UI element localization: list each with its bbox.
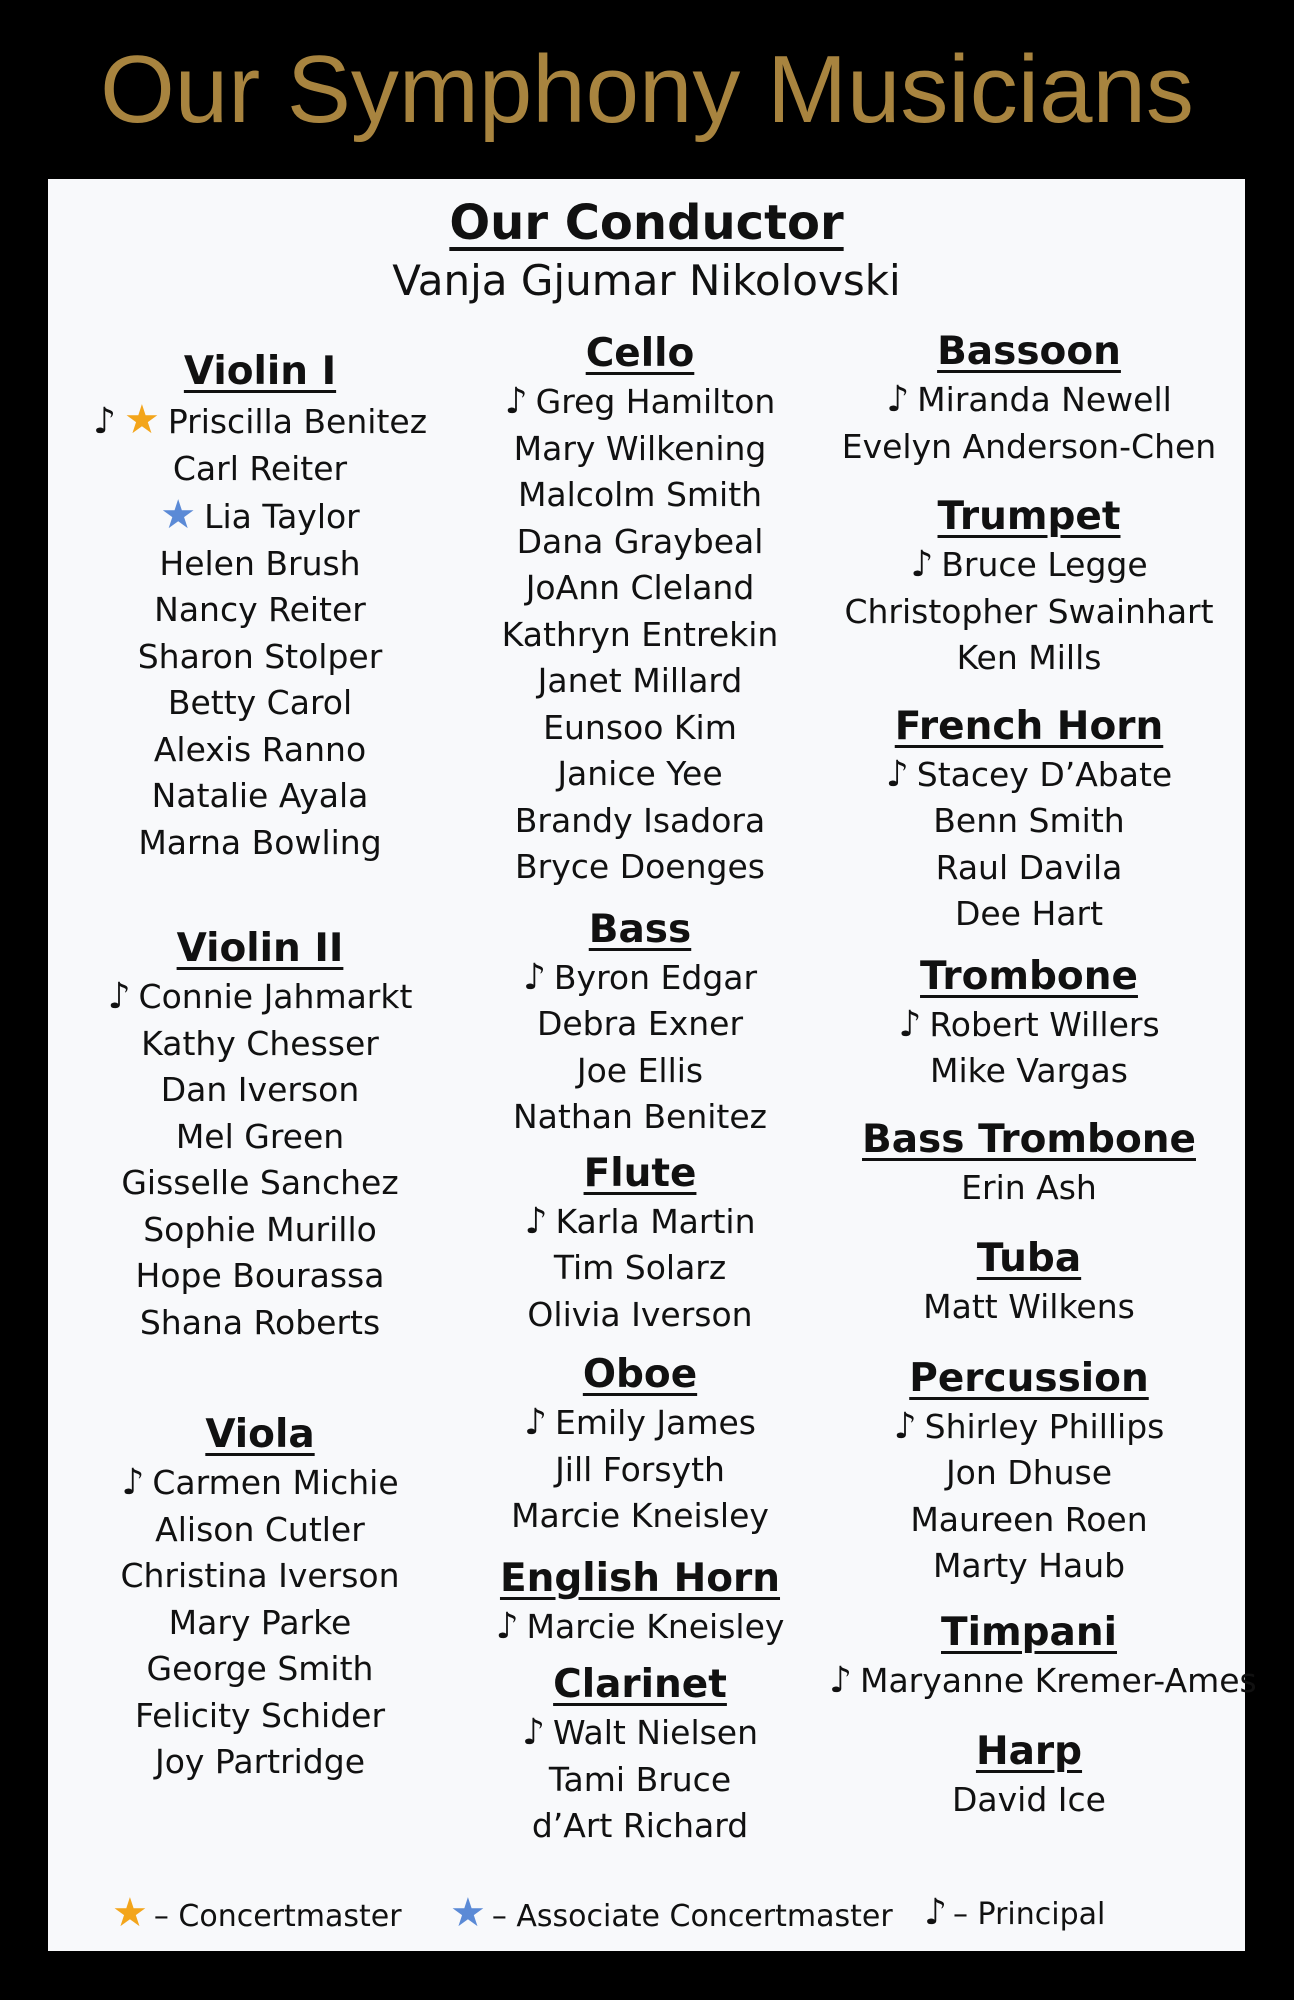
member: ♪ Byron Edgar xyxy=(450,955,830,1002)
legend-concertmaster xyxy=(112,1890,402,1937)
member: Kathy Chesser xyxy=(141,1023,379,1063)
member: Marna Bowling xyxy=(138,822,382,862)
principal-icon: ♪ xyxy=(893,1405,917,1447)
member: Kathryn Entrekin xyxy=(501,614,779,654)
section-trombone xyxy=(829,952,1229,1095)
associate-concertmaster-star-icon: ★ xyxy=(450,1890,486,1936)
member: Ken Mills xyxy=(956,638,1102,677)
section-violin-1 xyxy=(70,347,450,866)
member: Janice Yee xyxy=(557,754,723,793)
section-heading: Oboe xyxy=(582,1352,698,1397)
member: Jon Dhuse xyxy=(945,1453,1113,1492)
section-heading: French Horn xyxy=(894,703,1164,749)
section-heading: Tuba xyxy=(976,1236,1082,1281)
section-heading: Harp xyxy=(975,1729,1083,1774)
legend-label: – Concertmaster xyxy=(153,1899,402,1934)
principal-icon: ♪ xyxy=(924,1892,947,1933)
member: ♪ Shirley Phillips xyxy=(829,1404,1229,1451)
section-heading: Bassoon xyxy=(937,329,1121,374)
roster-panel xyxy=(48,179,1257,1951)
member: ♪ Stacey D’Abate xyxy=(829,752,1229,799)
member: Sharon Stolper xyxy=(137,636,383,676)
concertmaster-star-icon: ★ xyxy=(112,1890,148,1936)
member: Benn Smith xyxy=(933,801,1125,840)
member: Mary Parke xyxy=(168,1602,352,1642)
conductor-heading: Our Conductor xyxy=(449,195,844,251)
member: Olivia Iverson xyxy=(527,1294,753,1334)
concertmaster-star-icon: ★ xyxy=(123,397,160,443)
section-harp xyxy=(829,1727,1229,1824)
member: Janet Millard xyxy=(537,661,743,700)
section-heading: Viola xyxy=(205,1412,315,1457)
principal-icon: ♪ xyxy=(524,1402,548,1443)
section-viola xyxy=(70,1410,450,1786)
principal-icon: ♪ xyxy=(898,1003,922,1045)
section-timpani xyxy=(829,1608,1257,1705)
principal-icon: ♪ xyxy=(886,379,910,420)
section-heading: Bass Trombone xyxy=(862,1116,1196,1162)
member: David Ice xyxy=(952,1780,1106,1819)
member: Marcie Kneisley xyxy=(511,1496,769,1535)
section-violin-2 xyxy=(70,924,450,1346)
member: Sophie Murillo xyxy=(143,1209,377,1249)
section-heading: Violin II xyxy=(176,926,344,971)
member: JoAnn Cleland xyxy=(525,568,755,607)
member: Joy Partridge xyxy=(154,1742,366,1781)
member: Mary Wilkening xyxy=(513,428,767,468)
member: Brandy Isadora xyxy=(514,800,766,840)
principal-icon: ♪ xyxy=(522,956,546,998)
member: Tim Solarz xyxy=(553,1248,727,1287)
principal-icon: ♪ xyxy=(829,1659,852,1701)
page-title: Our Symphony Musicians xyxy=(100,36,1194,143)
member: ♪ Miranda Newell xyxy=(829,377,1229,424)
section-trumpet xyxy=(829,492,1229,682)
member: ♪ Bruce Legge xyxy=(829,542,1229,589)
principal-icon: ♪ xyxy=(92,401,116,442)
member: ♪ Emily James xyxy=(450,1400,830,1447)
principal-icon: ♪ xyxy=(107,976,131,1017)
member: ♪ ★ Priscilla Benitez xyxy=(70,397,450,446)
section-bassoon xyxy=(829,327,1229,470)
principal-icon: ♪ xyxy=(495,1605,519,1647)
section-heading: Timpani xyxy=(941,1609,1117,1655)
section-flute xyxy=(450,1149,830,1339)
member: ♪ Walt Nielsen xyxy=(450,1710,830,1757)
member: ♪ Marcie Kneisley xyxy=(450,1604,830,1651)
principal-icon: ♪ xyxy=(521,1712,545,1753)
member: ♪ Greg Hamilton xyxy=(450,379,830,426)
member: Eunsoo Kim xyxy=(543,707,737,747)
member: Tami Bruce xyxy=(548,1759,732,1799)
member: Christopher Swainhart xyxy=(844,591,1214,631)
principal-icon: ♪ xyxy=(121,1462,145,1503)
principal-icon: ♪ xyxy=(504,381,528,422)
member: Raul Davila xyxy=(935,847,1123,887)
principal-icon: ♪ xyxy=(885,753,909,795)
section-heading: Flute xyxy=(583,1150,697,1196)
section-heading: Bass xyxy=(588,906,692,952)
section-heading: Percussion xyxy=(909,1355,1149,1401)
member: Felicity Schider xyxy=(134,1695,386,1735)
member: Shana Roberts xyxy=(139,1302,381,1342)
member: Dan Iverson xyxy=(160,1070,360,1109)
associate-concertmaster-star-icon: ★ xyxy=(160,492,197,538)
member: Erin Ash xyxy=(961,1167,1097,1207)
member: Helen Brush xyxy=(159,543,361,583)
member: George Smith xyxy=(146,1649,374,1688)
member: Alexis Ranno xyxy=(153,729,367,769)
column-left xyxy=(70,347,450,1786)
legend-associate-concertmaster xyxy=(450,1890,893,1937)
member: ♪ Maryanne Kremer-Ames xyxy=(829,1658,1229,1705)
member: Debra Exner xyxy=(536,1004,744,1043)
section-heading: Trumpet xyxy=(937,494,1121,539)
column-middle xyxy=(450,329,830,1850)
legend-label: – Principal xyxy=(952,1897,1106,1932)
legend-principal xyxy=(924,1893,1105,1935)
column-right xyxy=(829,327,1257,1824)
member: Bryce Doenges xyxy=(515,847,765,886)
member: ♪ Connie Jahmarkt xyxy=(70,974,450,1021)
member: Nancy Reiter xyxy=(154,590,366,629)
member: Maureen Roen xyxy=(910,1499,1148,1539)
section-heading: Cello xyxy=(585,331,695,376)
member: ♪ Robert Willers xyxy=(829,1002,1229,1049)
legend-label: – Associate Concertmaster xyxy=(491,1899,893,1934)
member: Dee Hart xyxy=(954,894,1104,933)
member: Matt Wilkens xyxy=(923,1287,1135,1326)
section-heading: Violin I xyxy=(183,349,337,394)
principal-icon: ♪ xyxy=(910,544,934,585)
member: Nathan Benitez xyxy=(513,1097,767,1136)
member: Malcolm Smith xyxy=(517,475,763,514)
section-percussion xyxy=(829,1354,1229,1590)
member: Hope Bourassa xyxy=(135,1256,385,1295)
member: Alison Cutler xyxy=(155,1509,365,1549)
section-heading: Trombone xyxy=(920,953,1138,999)
section-clarinet xyxy=(450,1660,830,1850)
section-bass xyxy=(450,905,830,1141)
member: Dana Graybeal xyxy=(516,521,764,561)
member: Natalie Ayala xyxy=(151,776,369,815)
member: ♪ Carmen Michie xyxy=(70,1460,450,1507)
member: ♪ Karla Martin xyxy=(450,1199,830,1246)
member: Christina Iverson xyxy=(120,1556,400,1595)
section-english-horn xyxy=(450,1554,830,1651)
section-heading: Clarinet xyxy=(553,1662,727,1707)
member: Mel Green xyxy=(175,1116,345,1156)
member: Mike Vargas xyxy=(930,1051,1128,1090)
section-tuba xyxy=(829,1234,1229,1331)
conductor-name: Vanja Gjumar Nikolovski xyxy=(392,256,901,305)
member: ★ Lia Taylor xyxy=(160,492,360,538)
section-oboe xyxy=(450,1350,830,1540)
member: Evelyn Anderson-Chen xyxy=(841,426,1217,466)
section-cello xyxy=(450,329,830,891)
section-heading: English Horn xyxy=(499,1555,781,1601)
member: Betty Carol xyxy=(167,683,353,722)
section-bass-trombone xyxy=(829,1115,1229,1212)
member: Gisselle Sanchez xyxy=(121,1163,399,1202)
member: d’Art Richard xyxy=(531,1806,749,1845)
member: Marty Haub xyxy=(932,1546,1126,1585)
principal-icon: ♪ xyxy=(524,1200,548,1242)
member: Carl Reiter xyxy=(172,448,348,488)
section-french-horn xyxy=(829,702,1229,938)
member: Jill Forsyth xyxy=(555,1449,725,1489)
member: Joe Ellis xyxy=(576,1050,704,1090)
